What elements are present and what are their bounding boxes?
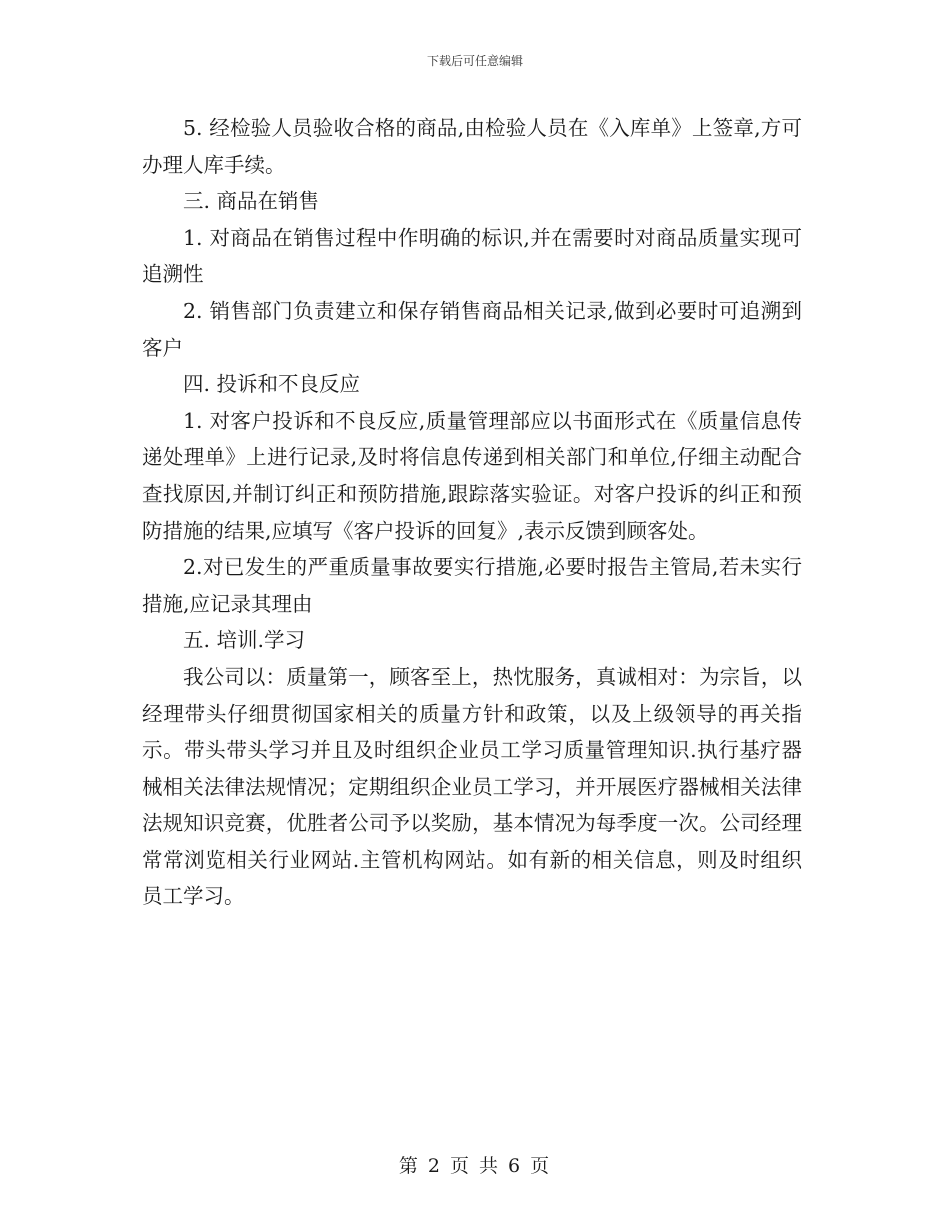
header-note: 下载后可任意编辑	[426, 54, 523, 68]
section-heading-5: 五. 培训.学习	[183, 628, 306, 653]
paragraph-sales-1: 1. 对商品在销售过程中作明确的标识,并在需要时对商品质量实现可追溯性	[142, 225, 802, 287]
paragraph-training: 我公司以：质量第一，顾客至上，热忱服务，真诚相对：为宗旨，以经理带头仔细贯彻国家相关的质量方针和政策，以及上级领导的再关指示。带头带头学习并且及时组织企业员工学习质量管理知识.执行基疗器械相关法律法规情况；定期组织企业员工学习，并开展医疗器械相关法律法规知识竞赛，优胜者公司予以奖励，基本情况为每季度一次。公司经理常常浏览相关行业网站.主管机构网站。如有新的相关信息，则及时组织员工学习。	[142, 664, 802, 909]
paragraph-complaint-1: 1. 对客户投诉和不良反应,质量管理部应以书面形式在《质量信息传递处理单》上进行记录,及时将信息传递到相关部门和单位,仔细主动配合查找原因,并制订纠正和预防措施,跟踪落实验证。对客户投诉的纠正和预防措施的结果,应填写《客户投诉的回复》,表示反馈到顾客处。	[142, 408, 802, 543]
paragraph-complaint-2: 2.对已发生的严重质量事故要实行措施,必要时报告主管局,若未实行措施,应记录其理由	[142, 555, 802, 616]
paragraph-sales-2: 2. 销售部门负责建立和保存销售商品相关记录,做到必要时可追溯到客户	[142, 298, 802, 360]
paragraph-item-5: 5. 经检验人员验收合格的商品,由检验人员在《入库单》上签章,方可办理人库手续。	[142, 116, 802, 177]
document-body	[142, 110, 802, 915]
section-heading-3: 三. 商品在销售	[183, 189, 320, 214]
section-heading-4: 四. 投诉和不良反应	[183, 372, 361, 397]
page-indicator: 第 2 页 共 6 页	[398, 1155, 552, 1177]
